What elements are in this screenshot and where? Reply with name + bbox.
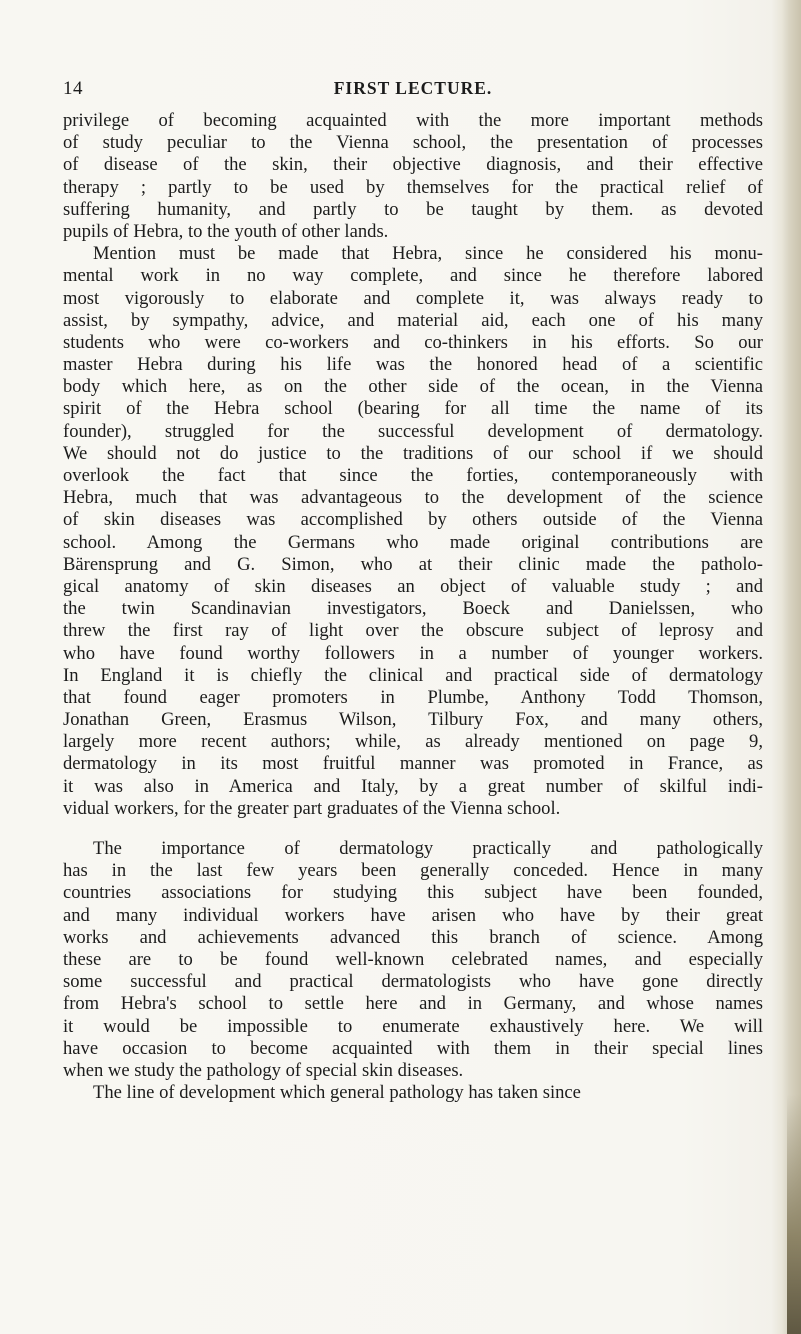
page-header	[63, 78, 763, 104]
text-line: founder), struggled for the successful development of dermatology.	[63, 420, 763, 442]
text-line: the twin Scandinavian investigators, Boeck and Danielssen, who	[63, 598, 763, 620]
page-edge-shadow	[787, 1094, 801, 1334]
text-line: body which here, as on the other side of the ocean, in the Vienna	[63, 376, 763, 398]
text-line: therapy ; partly to be used by themselves for the practical relief of	[63, 176, 763, 198]
body-text	[63, 110, 763, 1104]
running-head: FIRST LECTURE.	[333, 78, 493, 98]
text-line: students who were co-workers and co-thinkers in his efforts. So our	[63, 331, 763, 353]
paragraph	[63, 110, 763, 243]
text-line: have occasion to become acquainted with them in their special lines	[63, 1037, 763, 1059]
text-line: Hebra, much that was advantageous to the development of the science	[63, 487, 763, 509]
text-line: The line of development which general pathology has taken since	[93, 1082, 581, 1104]
text-line: it was also in America and Italy, by a great number of skilful indi-	[63, 775, 763, 797]
text-line: Bärensprung and G. Simon, who at their clinic made the patholo-	[63, 553, 763, 575]
text-line: mental work in no way complete, and since he therefore labored	[63, 265, 763, 287]
paragraph	[63, 243, 763, 820]
text-line: vidual workers, for the greater part graduates of the Vienna school.	[63, 797, 561, 819]
text-line: gical anatomy of skin diseases an object of valuable study ; and	[63, 575, 763, 597]
text-line: of study peculiar to the Vienna school, the presentation of processes	[63, 132, 763, 154]
text-line: suffering humanity, and partly to be taught by them. as devoted	[63, 198, 763, 220]
text-line: In England it is chiefly the clinical and practical side of dermatology	[63, 664, 763, 686]
text-line: has in the last few years been generally conceded. Hence in many	[63, 860, 763, 882]
text-line: countries associations for studying this subject have been founded,	[63, 882, 763, 904]
paragraph	[63, 838, 763, 1104]
text-line: privilege of becoming acquainted with the more important methods	[63, 110, 763, 131]
text-line: it would be impossible to enumerate exhaustively here. We will	[63, 1015, 763, 1037]
text-line: of disease of the skin, their objective diagnosis, and their effective	[63, 154, 763, 176]
text-line: We should not do justice to the traditions of our school if we should	[63, 442, 763, 464]
text-line: pupils of Hebra, to the youth of other lands.	[63, 220, 389, 242]
text-line: these are to be found well-known celebrated names, and especially	[63, 948, 763, 970]
text-line: master Hebra during his life was the honored head of a scientific	[63, 354, 763, 376]
text-line: largely more recent authors; while, as already mentioned on page 9,	[63, 731, 763, 753]
text-line: works and achievements advanced this branch of science. Among	[63, 926, 763, 948]
text-line: threw the first ray of light over the obscure subject of leprosy and	[63, 620, 763, 642]
text-line: Jonathan Green, Erasmus Wilson, Tilbury Fox, and many others,	[63, 709, 763, 731]
text-line: school. Among the Germans who made original contributions are	[63, 531, 763, 553]
text-line: spirit of the Hebra school (bearing for all time the name of its	[63, 398, 763, 420]
text-line: assist, by sympathy, advice, and material aid, each one of his many	[63, 309, 763, 331]
text-line: from Hebra's school to settle here and in Germany, and whose names	[63, 993, 763, 1015]
text-line: when we study the pathology of special skin diseases.	[63, 1059, 464, 1081]
text-line: The importance of dermatology practically and pathologically	[93, 838, 763, 859]
text-line: of skin diseases was accomplished by others outside of the Vienna	[63, 509, 763, 531]
text-line: overlook the fact that since the forties, contemporaneously with	[63, 465, 763, 486]
text-line: that found eager promoters in Plumbe, Anthony Todd Thomson,	[63, 686, 763, 708]
text-line: dermatology in its most fruitful manner was promoted in France, as	[63, 753, 763, 775]
paragraph-gap	[63, 820, 763, 838]
text-line: some successful and practical dermatologists who have gone directly	[63, 971, 763, 993]
text-line: who have found worthy followers in a number of younger workers.	[63, 642, 763, 664]
text-line: most vigorously to elaborate and complete it, was always ready to	[63, 287, 763, 309]
text-line: Mention must be made that Hebra, since he considered his monu-	[93, 243, 763, 265]
page-number: 14	[63, 78, 83, 99]
text-line: and many individual workers have arisen who have by their great	[63, 904, 763, 926]
